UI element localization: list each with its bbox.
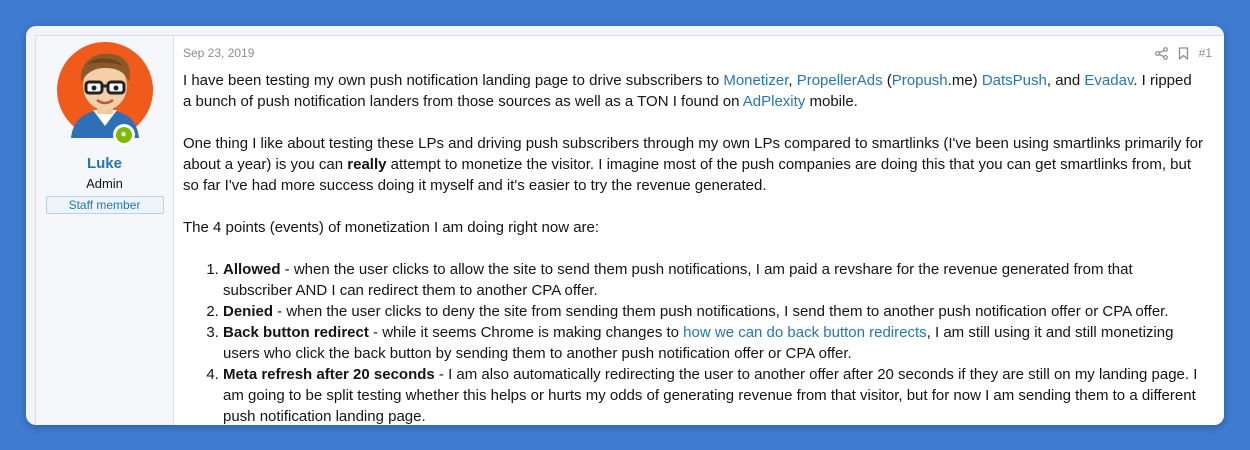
link-evadav[interactable]: Evadav [1084, 72, 1134, 89]
list-item-text: - when the user clicks to allow the site to send them push notifications, I am paid a revshare for the revenue generated from that subscriber AND I can redirect them to another CPA offer. [223, 261, 1133, 299]
share-icon[interactable] [1155, 47, 1168, 60]
list-item [223, 301, 1203, 322]
user-title: Admin [86, 176, 123, 191]
text: ( [882, 72, 892, 89]
link-back-button-redirects[interactable]: how we can do back button redirects [683, 324, 927, 341]
list-item-title: Back button redirect [223, 324, 369, 341]
list-item-title: Meta refresh after 20 seconds [223, 366, 435, 383]
list-item-text: , I am still using it and still monetizing users who click the back button by sending them to another push notification offer or CPA offer. [223, 324, 1174, 362]
bold-text: really [347, 156, 387, 173]
text: I have been testing my own push notification landing page to drive subscribers to [183, 72, 724, 89]
link-adplexity[interactable]: AdPlexity [742, 93, 806, 110]
text: , and [1046, 72, 1085, 89]
monetization-list [183, 259, 1203, 425]
text: attempt to monetize the visitor. I imagine most of the push companies are doing this that you can get smartlinks from, but so far I've had more success doing it myself and it's easier to try the revenue generated. [183, 156, 1192, 194]
online-status-icon: ● [113, 124, 135, 146]
post-main [174, 36, 1224, 425]
text: . I ripped a bunch of push notification landers from those sources as well as a TON I found on [183, 72, 1192, 110]
post-number-link[interactable]: #1 [1198, 46, 1212, 60]
post-date[interactable]: Sep 23, 2019 [183, 46, 255, 60]
username-link[interactable]: Luke [86, 155, 122, 172]
list-item-text: - while it seems Chrome is making changes to [368, 324, 684, 341]
post-actions [1155, 46, 1212, 60]
forum-post [35, 35, 1224, 425]
paragraph-3: The 4 points (events) of monetization I am doing right now are: [183, 219, 600, 236]
bookmark-icon[interactable] [1178, 47, 1189, 60]
list-item-title: Denied [223, 303, 274, 320]
post-meta [183, 36, 1212, 64]
post-body [183, 70, 1203, 425]
text: .me) [947, 72, 982, 89]
staff-badge: Staff member [46, 196, 164, 214]
avatar[interactable] [57, 42, 153, 138]
link-propush[interactable]: Propush [891, 72, 948, 89]
window-frame [26, 26, 1224, 425]
text: One thing I like about testing these LPs and driving push subscribers through my own LPs compared to smartlinks (I've been using smartlinks primarily for about a year) is you can [183, 135, 1204, 173]
link-monetizer[interactable]: Monetizer [723, 72, 789, 89]
list-item-text: - when the user clicks to deny the site from sending them push notifications, I send them to another push notification offer or CPA offer. [273, 303, 1169, 320]
link-datspush[interactable]: DatsPush [981, 72, 1047, 89]
list-item [223, 364, 1203, 425]
paragraph-2 [183, 133, 1203, 196]
paragraph-1 [183, 70, 1203, 112]
list-item-text: - I am also automatically redirecting the user to another offer after 20 seconds if they are still on my landing page. I am going to be split testing whether this helps or hurts my odds of generating revenue from that visitor, but for now I am sending them to a different push notification landing page. [223, 366, 1198, 425]
text: , [788, 72, 797, 89]
user-avatar [57, 42, 153, 138]
list-item-title: Allowed [223, 261, 281, 278]
text: mobile. [805, 93, 858, 110]
post-user-sidebar [36, 36, 174, 425]
list-item [223, 322, 1203, 364]
link-propellerads[interactable]: PropellerAds [796, 72, 883, 89]
list-item [223, 259, 1203, 301]
